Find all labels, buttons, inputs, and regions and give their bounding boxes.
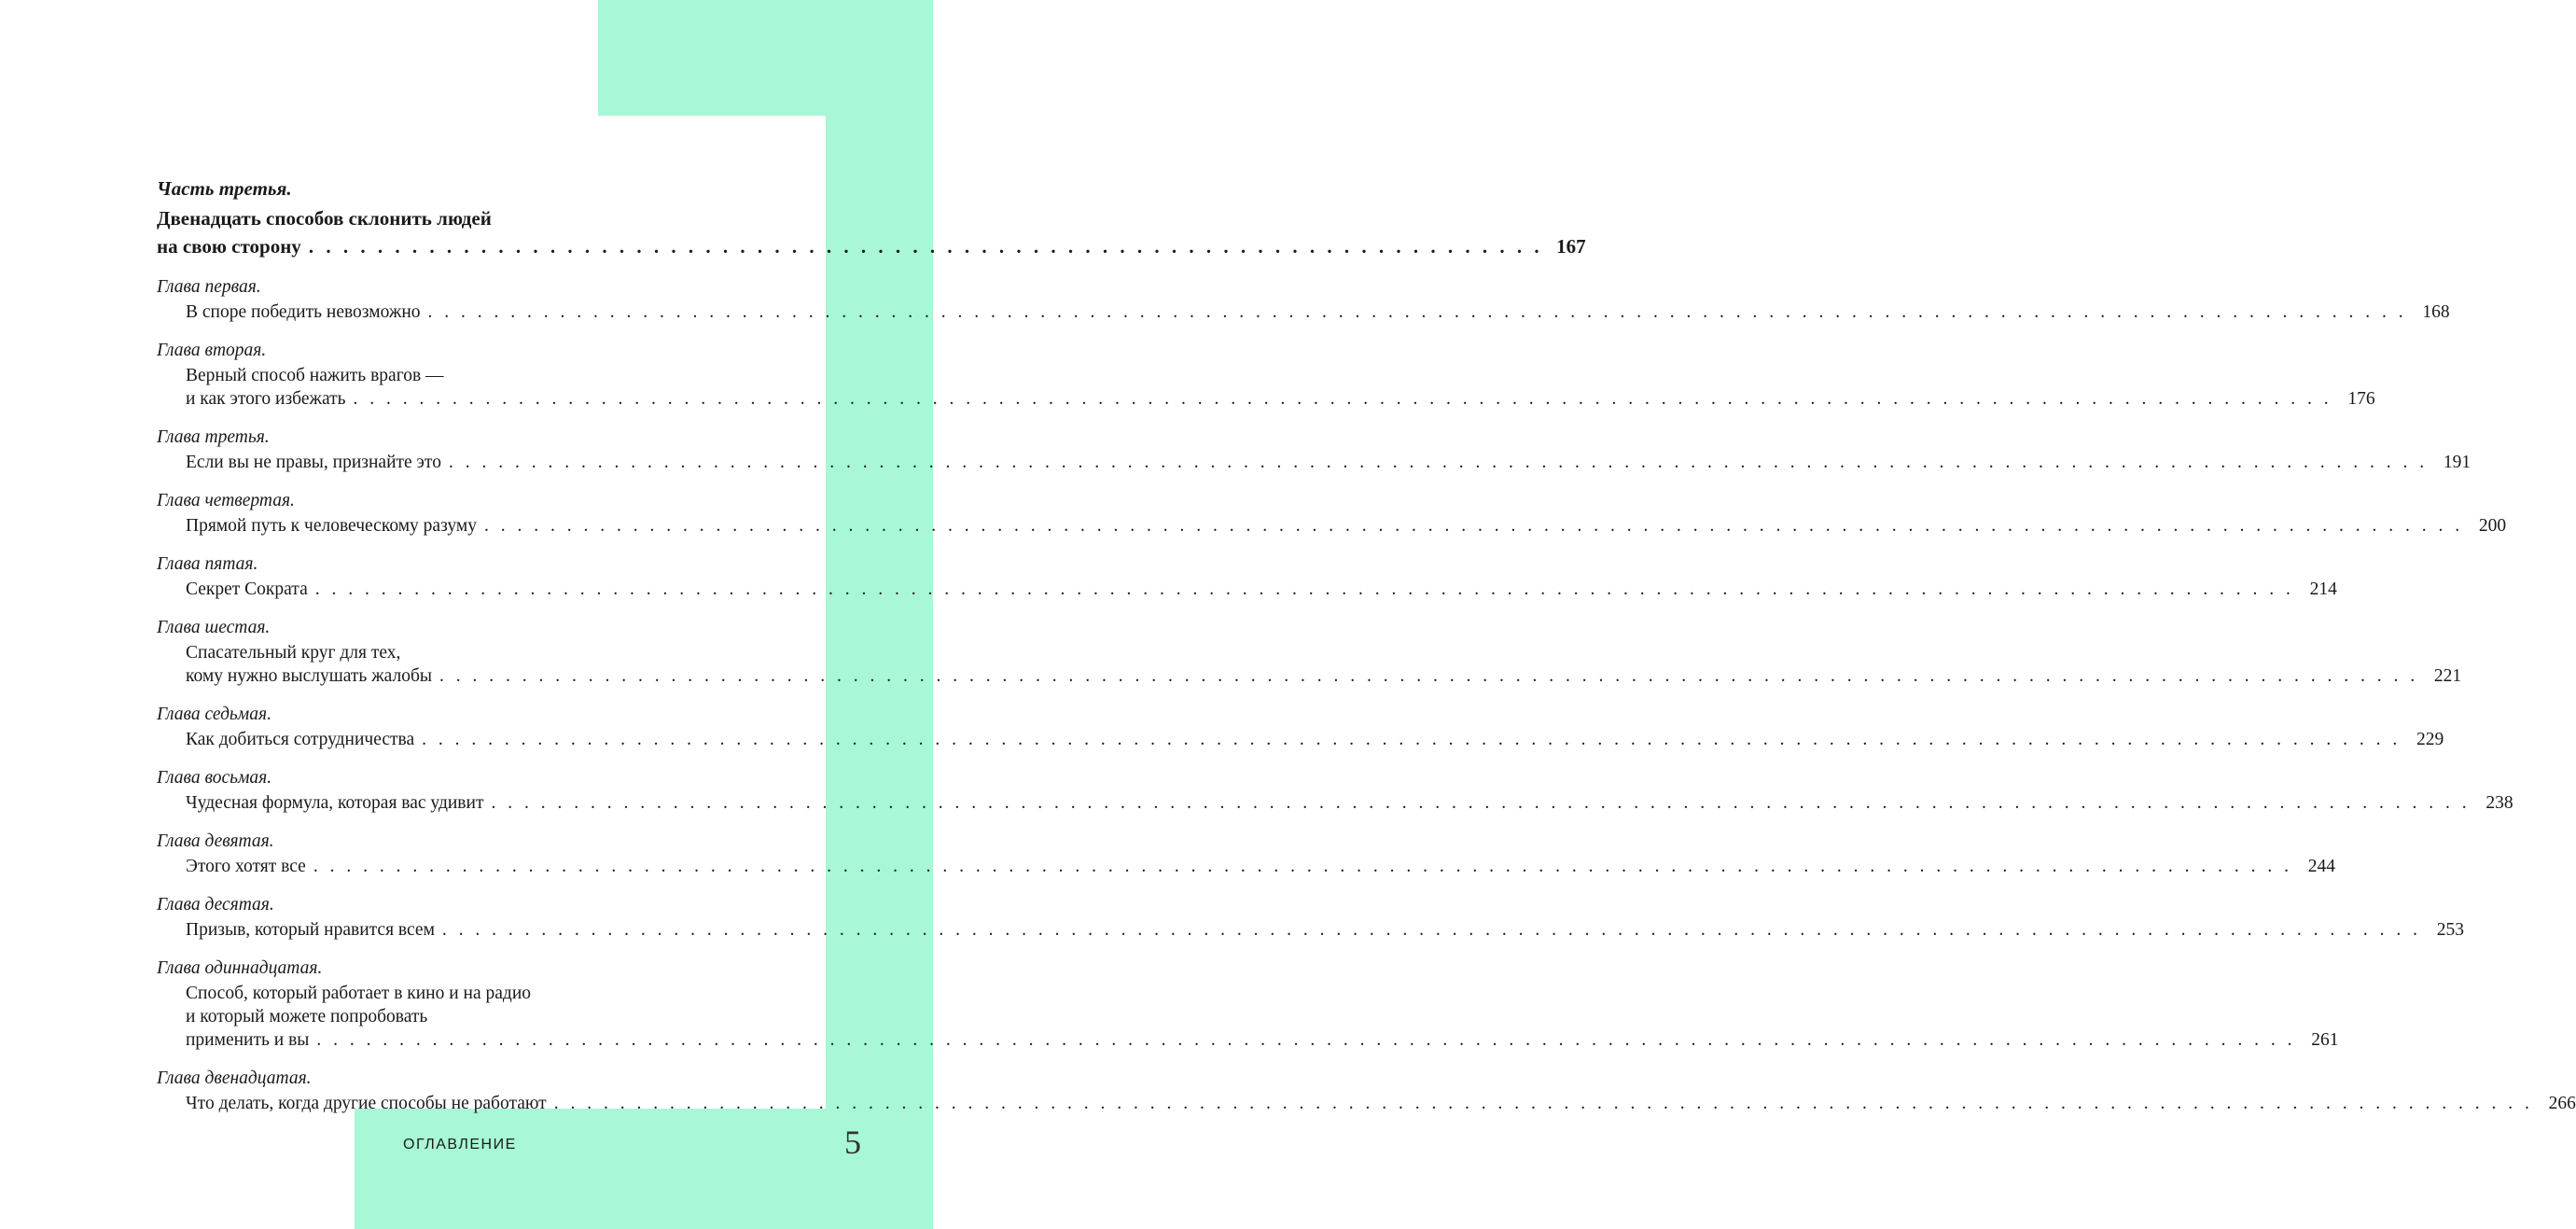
chapter-page-number: 168 [2422,302,2450,322]
chapter-title-line [157,1092,2576,1115]
part-title-line-1: Двенадцать способов склонить людей [157,207,492,230]
chapter-page-number: 266 [2548,1094,2576,1113]
chapter-label: Глава третья. [157,427,270,447]
toc-entry [157,551,2337,601]
chapter-title-line [157,451,2472,474]
dot-leader: . . . . . . . . . . . . . . . . . . . . . . . . . . . . . . . . . . . . . . . . . . . . . . . . . . . . . . . . . . . . . . . . . . . . . . . . . . . . . . . . . . . . . . . . . . . . . . . . . . . . . . . . . . . . . . . . . . . . . . . . [553,1094,2533,1113]
dot-leader: . . . . . . . . . . . . . . . . . . . . . . . . . . . . . . . . . . . . . . . . . . . . . . . . . . . . . . . . . . . . . . . . . . . . . . . . . . . . . . . . . . . . . . . . . . . . . . . . . . . . . . . . . . . . . . . . . . . . . . . . [491,793,2471,813]
chapter-title-text: Этого хотят все [186,857,306,876]
chapter-page-number: 191 [2443,453,2472,472]
chapter-title-line: и который можете попробовать [186,1007,428,1026]
chapter-title-text: Как добиться сотрудничества [186,730,415,749]
chapter-label: Глава двенадцатая. [157,1068,312,1088]
dot-leader: . . . . . . . . . . . . . . . . . . . . . . . . . . . . . . . . . . . . . . . . . . . . . . . . . . . . . . . . . . . . . . . . . . . . . . . . . . . . . . . . . . . . . . . . . . . . . . . . . . . . . . . . . . . . . . . . . . . . . . . . [422,730,2402,749]
toc-entry [157,764,2513,815]
chapter-title-text: Чудесная формула, которая вас удивит [186,793,484,813]
part-page-number: 167 [1556,235,1586,258]
chapter-label: Глава шестая. [157,618,271,637]
chapter-title-text: Если вы не правы, признайте это [186,453,441,472]
dot-leader: . . . . . . . . . . . . . . . . . . . . . . . . . . . . . . . . . . . . . . . . . . . . . . . . . . . . . . . . . . . . . . . . . . . . . . . . . . . . . . . . . . . . . . . . . . . . . . . . . . . . . . . . . . . . . . . . . . . . . . . . [439,666,2419,686]
dot-leader: . . . . . . . . . . . . . . . . . . . . . . . . . . . . . . . . . . . . . . . . . . . . . . . . . . . . . . . . . . . . . . . . . . . . . . . . . . . . . . . . . . . . . . . . . . . . . . . . . . . . . . . . . . . . . . . . . . . . . . . . [441,920,2422,940]
part-title-line-2 [157,232,1586,260]
dot-leader: . . . . . . . . . . . . . . . . . . . . . . . . . . . . . . . . . . . . . . . . . . . . . . . . . . . . . . . . . . . . . . . . . . . . . . . . . . . . . . . . . . . . . . . . . . . . . . . . . . . . . . . . . . . . . . . . . . . . . . . . [483,516,2464,536]
part-heading [157,174,1586,260]
chapter-title-line [157,387,2375,411]
chapter-page-number: 229 [2416,730,2444,749]
toc-entry [157,828,2335,878]
dot-leader: . . . . . . . . . . . . . . . . . . . . . . . . . . . . . . . . . . . . . . . . . . . . . . . . . . . . . . . . . . . . . . . . . . . . . . . . . . . . . . . . . . . . . . . . . . . . . . . . . . . . . . . . . . . . . . . . . . . . . . . . [314,580,2294,599]
chapter-title-line [157,578,2337,601]
chapter-list [157,273,2576,1115]
toc-entry [157,614,2462,688]
dot-leader: . . . . . . . . . . . . . . . . . . . . . . . . . . . . . . . . . . . . . . . . . . . . . . . . . . . . . . . . . . . . . . . . . . . . . . . . . . . . . . . . . . . . . . . . . . . . . . . . . . . . . . . . . . . . . . . . . . . . . . . . [313,857,2292,876]
chapter-label: Глава пятая. [157,554,258,574]
chapter-title-line [157,300,2450,324]
toc-entry [157,424,2472,474]
dot-leader: . . . . . . . . . . . . . . . . . . . . . . . . . . . . . . . . . . . . . . . . . . . . . . . . . . . . . . . . . . . . . . . . . . . . . . . . . . . . . . . . . . . . . . . . . . . . . . . . . . . . . . . . . . . . . . . . . . . . . . . . [316,1030,2296,1050]
chapter-title-text: кому нужно выслушать жалобы [186,666,432,686]
folio-page-number: 5 [844,1124,861,1161]
toc-entry [157,955,2339,1052]
chapter-title-text: Секрет Сократа [186,580,308,599]
chapter-title-line [157,664,2462,688]
toc-entry [157,1065,2576,1115]
dot-leader: . . . . . . . . . . . . . . . . . . . . . . . . . . . . . . . . . . . . . . . . . . . . . . . . . . . . . . . . . . . . . . . . . . . . . . . . . . . . . . . . . . . . . . . . . . . . . . . . . . . . . . . . . . . . . . . . . . . . . . . . [353,389,2332,409]
part-label: Часть третья. [157,177,292,200]
part-title-text: на свою сторону [157,235,301,258]
chapter-label: Глава одиннадцатая. [157,958,323,978]
chapter-title-line: Спасательный круг для тех, [186,643,401,663]
dot-leader: . . . . . . . . . . . . . . . . . . . . . . . . . . . . . . . . . . . . . . . . . . . . . . . . . . . . . . . . . . . . . . . . . . . . . . . . . . . . . . . . . . . . . . . . . . . . . . . . . . . . . . . . . . . . . . . . . . . . . . . . [448,453,2429,472]
chapter-page-number: 221 [2433,666,2462,686]
chapter-label: Глава девятая. [157,831,274,851]
toc-entry [157,337,2375,411]
dot-leader: . . . . . . . . . . . . . . . . . . . . . . . . . . . . . . . . . . . . . . . . . . . . . . . . . . . . . . . . . . . . . . . . . . . . . . . . . . . . . . . . . . . . . . . . . . . . . . . . . . . . . . . . . . . . . . . . . . . . . . . . [427,302,2407,322]
chapter-title-text: Призыв, который нравится всем [186,920,435,940]
chapter-label: Глава седьмая. [157,705,272,724]
chapter-label: Глава вторая. [157,341,267,360]
chapter-title-line [157,855,2335,878]
chapter-label: Глава десятая. [157,895,274,915]
chapter-title-line [157,514,2507,538]
dot-leader: . . . . . . . . . . . . . . . . . . . . . . . . . . . . . . . . . . . . . . . . . . . . . . . . . . . . . . . . . . . . . . . . . . . . . . . . [308,235,1543,258]
chapter-title-line [157,791,2513,815]
chapter-title-text: Что делать, когда другие способы не работают [186,1094,547,1113]
toc-entry [157,487,2507,538]
chapter-title-text: и как этого избежать [186,389,346,409]
chapter-label: Глава первая. [157,277,261,297]
chapter-title-line: Способ, который работает в кино и на радио [186,984,532,1003]
chapter-page-number: 176 [2347,389,2375,409]
chapter-page-number: 200 [2478,516,2507,536]
chapter-title-line [157,728,2444,751]
running-footer-title: ОГЛАВЛЕНИЕ [403,1137,517,1152]
toc-entry [157,891,2465,942]
chapter-page-number: 244 [2307,857,2335,876]
chapter-page-number: 214 [2309,580,2337,599]
chapter-title-line [157,918,2465,942]
chapter-title-line [157,1028,2339,1052]
table-of-contents [157,174,2576,1115]
chapter-label: Глава восьмая. [157,768,272,788]
chapter-page-number: 261 [2311,1030,2339,1050]
chapter-title-line: Верный способ нажить врагов — [186,366,444,385]
chapter-title-text: применить и вы [186,1030,310,1050]
toc-entry [157,273,2450,324]
toc-entry [157,701,2444,751]
chapter-title-text: В споре победить невозможно [186,302,421,322]
chapter-page-number: 238 [2485,793,2513,813]
chapter-title-text: Прямой путь к человеческому разуму [186,516,477,536]
chapter-page-number: 253 [2436,920,2465,940]
chapter-label: Глава четвертая. [157,491,295,510]
